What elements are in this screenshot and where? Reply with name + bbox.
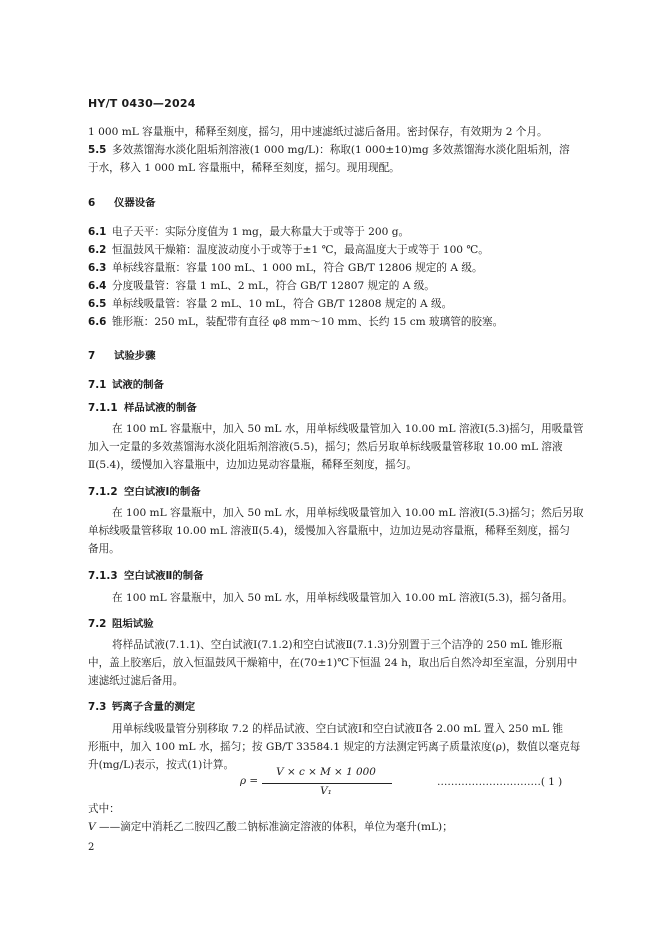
- item-6-4-text: 分度吸量管：容量 1 mL、2 mL，符合 GB/T 12807 规定的 A 级。: [112, 280, 435, 292]
- s7-3-title: 钙离子含量的测定: [112, 701, 196, 713]
- item-6-1-number: 6.1: [88, 226, 107, 238]
- formula-fraction-bar: [262, 783, 392, 784]
- section-6-title: 仪器设备: [114, 197, 156, 209]
- s7-1-1-line-3: Ⅱ(5.4)，缓慢加入容量瓶中，边加边晃动容量瓶，稀释至刻度，摇匀。: [88, 459, 417, 471]
- s5-5-line-2: 于水，移入 1 000 mL 容量瓶中，稀释至刻度，摇匀。现用现配。: [88, 162, 400, 174]
- standard-code: HY/T 0430—2024: [88, 97, 196, 110]
- item-6-2-text: 恒温鼓风干燥箱：温度波动度小于或等于±1 ℃，最高温度大于或等于 100 ℃。: [112, 244, 489, 256]
- item-6-2-number: 6.2: [88, 244, 107, 256]
- item-6-6-text: 锥形瓶：250 mL，装配带有直径 φ8 mm～10 mm、长约 15 cm 玻璃管的胶塞。: [112, 316, 504, 328]
- s7-1-3-title: 空白试液Ⅱ的制备: [124, 570, 204, 582]
- formula-denominator: V₁: [320, 785, 332, 797]
- s7-1-2-line-2: 单标线吸量管移取 10.00 mL 溶液Ⅱ(5.4)，缓慢加入容量瓶中，边加边晃动容量瓶，稀释至刻度，摇匀: [88, 525, 570, 537]
- section-6-number: 6: [88, 197, 96, 209]
- s7-1-2-heading: [88, 485, 201, 499]
- s7-1-3-number: 7.1.3: [88, 570, 118, 582]
- s7-1-3-line-1: 在 100 mL 容量瓶中，加入 50 mL 水，用单标线吸量管加入 10.00 mL 溶液Ⅰ(5.3)，摇匀备用。: [112, 592, 573, 604]
- s7-2-title: 阻垢试验: [112, 618, 154, 630]
- s7-1-3-heading: [88, 569, 204, 583]
- section-6-heading: [88, 196, 156, 210]
- s7-1-1-line-2: 加入一定量的多效蒸馏海水淡化阻垢剂溶液(5.5)，摇匀；然后另取单标线吸量管移取 10.00 mL 溶液: [88, 441, 563, 453]
- page-number: 2: [88, 842, 95, 853]
- s7-1-heading: [88, 378, 164, 392]
- s7-1-number: 7.1: [88, 379, 107, 391]
- s7-1-1-line-1: 在 100 mL 容量瓶中，加入 50 mL 水，用单标线吸量管加入 10.00 mL 溶液Ⅰ(5.3)摇匀，用吸量管: [112, 423, 584, 435]
- formula-numerator: V × c × M × 1 000: [276, 766, 376, 778]
- s7-1-2-number: 7.1.2: [88, 486, 118, 498]
- s7-3-heading: [88, 700, 195, 714]
- s5-5-number: 5.5: [88, 144, 107, 156]
- s5-4-continuation: 1 000 mL 容量瓶中，稀释至刻度，摇匀，用中速滤纸过滤后备用。密封保存，有效期为 2 个月。: [88, 126, 548, 138]
- item-6-6-number: 6.6: [88, 316, 107, 328]
- s7-1-2-line-1: 在 100 mL 容量瓶中，加入 50 mL 水，用单标线吸量管加入 10.00 mL 溶液Ⅰ(5.3)摇匀；然后另取: [112, 507, 584, 519]
- item-6-5-number: 6.5: [88, 298, 107, 310]
- s7-3-line-3: 升(mg/L)表示，按式(1)计算。: [88, 759, 235, 771]
- section-7-number: 7: [88, 350, 96, 362]
- item-6-1: [88, 225, 409, 239]
- item-6-2: [88, 243, 489, 257]
- item-6-5: [88, 297, 452, 311]
- s7-1-1-heading: [88, 401, 197, 415]
- formula-1: [240, 766, 400, 800]
- s7-1-1-number: 7.1.1: [88, 402, 118, 414]
- s5-5-text-1: 多效蒸馏海水淡化阻垢剂溶液(1 000 mg/L)：称取(1 000±10)mg 多效蒸馏海水淡化阻垢剂，溶: [112, 144, 570, 156]
- var-v-desc: ——滴定中消耗乙二胺四乙酸二钠标准滴定溶液的体积，单位为毫升(mL)；: [99, 821, 453, 833]
- item-6-4-number: 6.4: [88, 280, 107, 292]
- s7-3-line-1: 用单标线吸量管分别移取 7.2 的样品试液、空白试液Ⅰ和空白试液Ⅱ各 2.00 mL 置入 250 mL 锥: [112, 723, 563, 735]
- s7-2-heading: [88, 617, 154, 631]
- section-7-heading: [88, 349, 156, 363]
- s7-1-2-line-3: 备用。: [88, 543, 120, 555]
- item-6-6: [88, 315, 503, 329]
- item-6-5-text: 单标线吸量管：容量 2 mL、10 mL，符合 GB/T 12808 规定的 A 级。: [112, 298, 453, 310]
- item-6-1-text: 电子天平：实际分度值为 1 mg，最大称量大于或等于 200 g。: [112, 226, 410, 238]
- item-6-3-text: 单标线容量瓶：容量 100 mL、1 000 mL，符合 GB/T 12806 规定的 A 级。: [112, 262, 483, 274]
- item-6-3-number: 6.3: [88, 262, 107, 274]
- s7-2-line-1: 将样品试液(7.1.1)、空白试液Ⅰ(7.1.2)和空白试液Ⅱ(7.1.3)分别置于三个洁净的 250 mL 锥形瓶: [112, 639, 563, 651]
- where-label: 式中：: [88, 803, 120, 815]
- formula-lhs: ρ =: [240, 775, 259, 787]
- s7-3-line-2: 形瓶中，加入 100 mL 水，摇匀；按 GB/T 33584.1 规定的方法测定钙离子质量浓度(ρ)，数值以毫克每: [88, 741, 581, 753]
- s5-5-line-1: [88, 143, 570, 157]
- s7-2-line-3: 速滤纸过滤后备用。: [88, 675, 184, 687]
- s7-1-2-title: 空白试液Ⅰ的制备: [124, 486, 201, 498]
- var-v-symbol: V: [88, 821, 96, 833]
- item-6-3: [88, 261, 483, 275]
- s7-1-title: 试液的制备: [112, 379, 164, 391]
- s7-1-1-title: 样品试液的制备: [124, 402, 197, 414]
- s7-2-number: 7.2: [88, 618, 107, 630]
- section-7-title: 试验步骤: [114, 350, 156, 362]
- s7-3-number: 7.3: [88, 701, 107, 713]
- s7-2-line-2: 中，盖上胶塞后，放入恒温鼓风干燥箱中，在(70±1)℃下恒温 24 h，取出后自然冷却至室温，分别用中: [88, 657, 578, 669]
- item-6-4: [88, 279, 435, 293]
- formula-label: …………………………( 1 ): [437, 776, 563, 788]
- var-v-definition: [88, 820, 453, 834]
